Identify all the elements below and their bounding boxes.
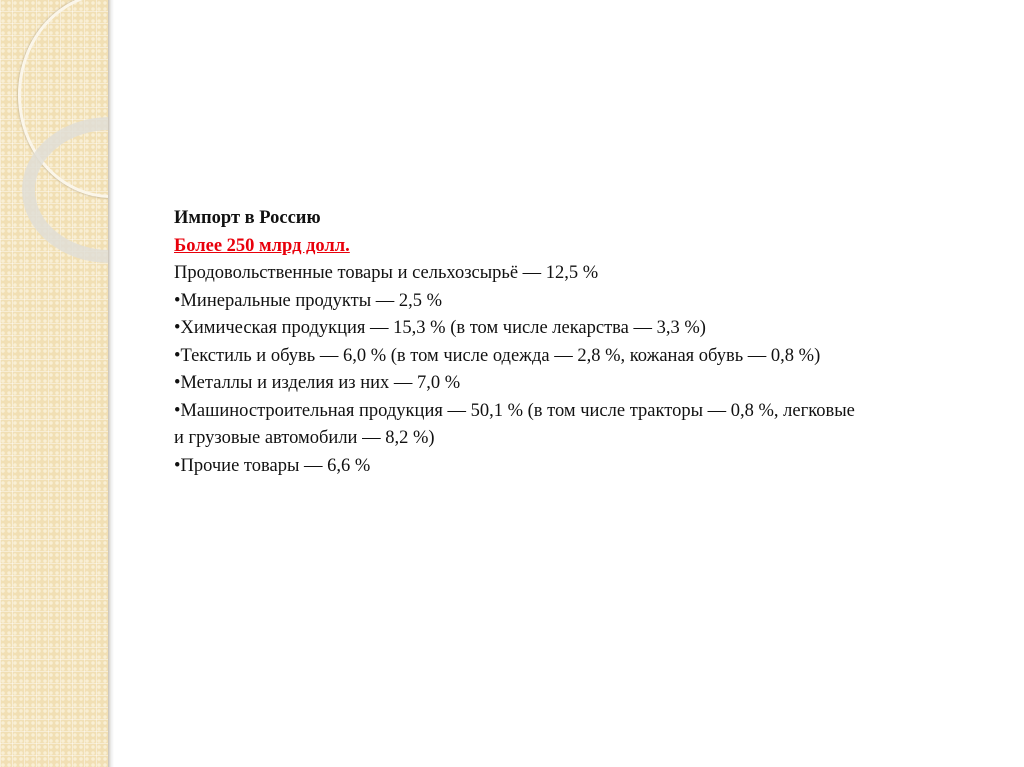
list-item-continuation: и грузовые автомобили — 8,2 %) [174,428,435,448]
list-item: •Текстиль и обувь — 6,0 % (в том числе одежда — 2,8 %, кожаная обувь — 0,8 %) [174,345,821,366]
slide-content [174,205,1024,480]
list-item: •Минеральные продукты — 2,5 % [174,290,443,311]
list-item: •Прочие товары — 6,6 % [174,455,371,476]
list-item: •Химическая продукция — 15,3 % (в том числе лекарства — 3,3 %) [174,318,706,338]
list-item: Продовольственные товары и сельхозсырьё — 12,5 % [174,263,599,283]
sidebar-divider [108,0,114,767]
slide-subtitle: Более 250 млрд долл. [174,235,350,256]
list-item: •Машиностроительная продукция — 50,1 % (в том числе тракторы — 0,8 %, легковые [174,400,855,421]
list-item: •Металлы и изделия из них — 7,0 % [174,373,461,393]
slide-title: Импорт в Россию [174,208,321,228]
decorative-rings [0,0,110,767]
